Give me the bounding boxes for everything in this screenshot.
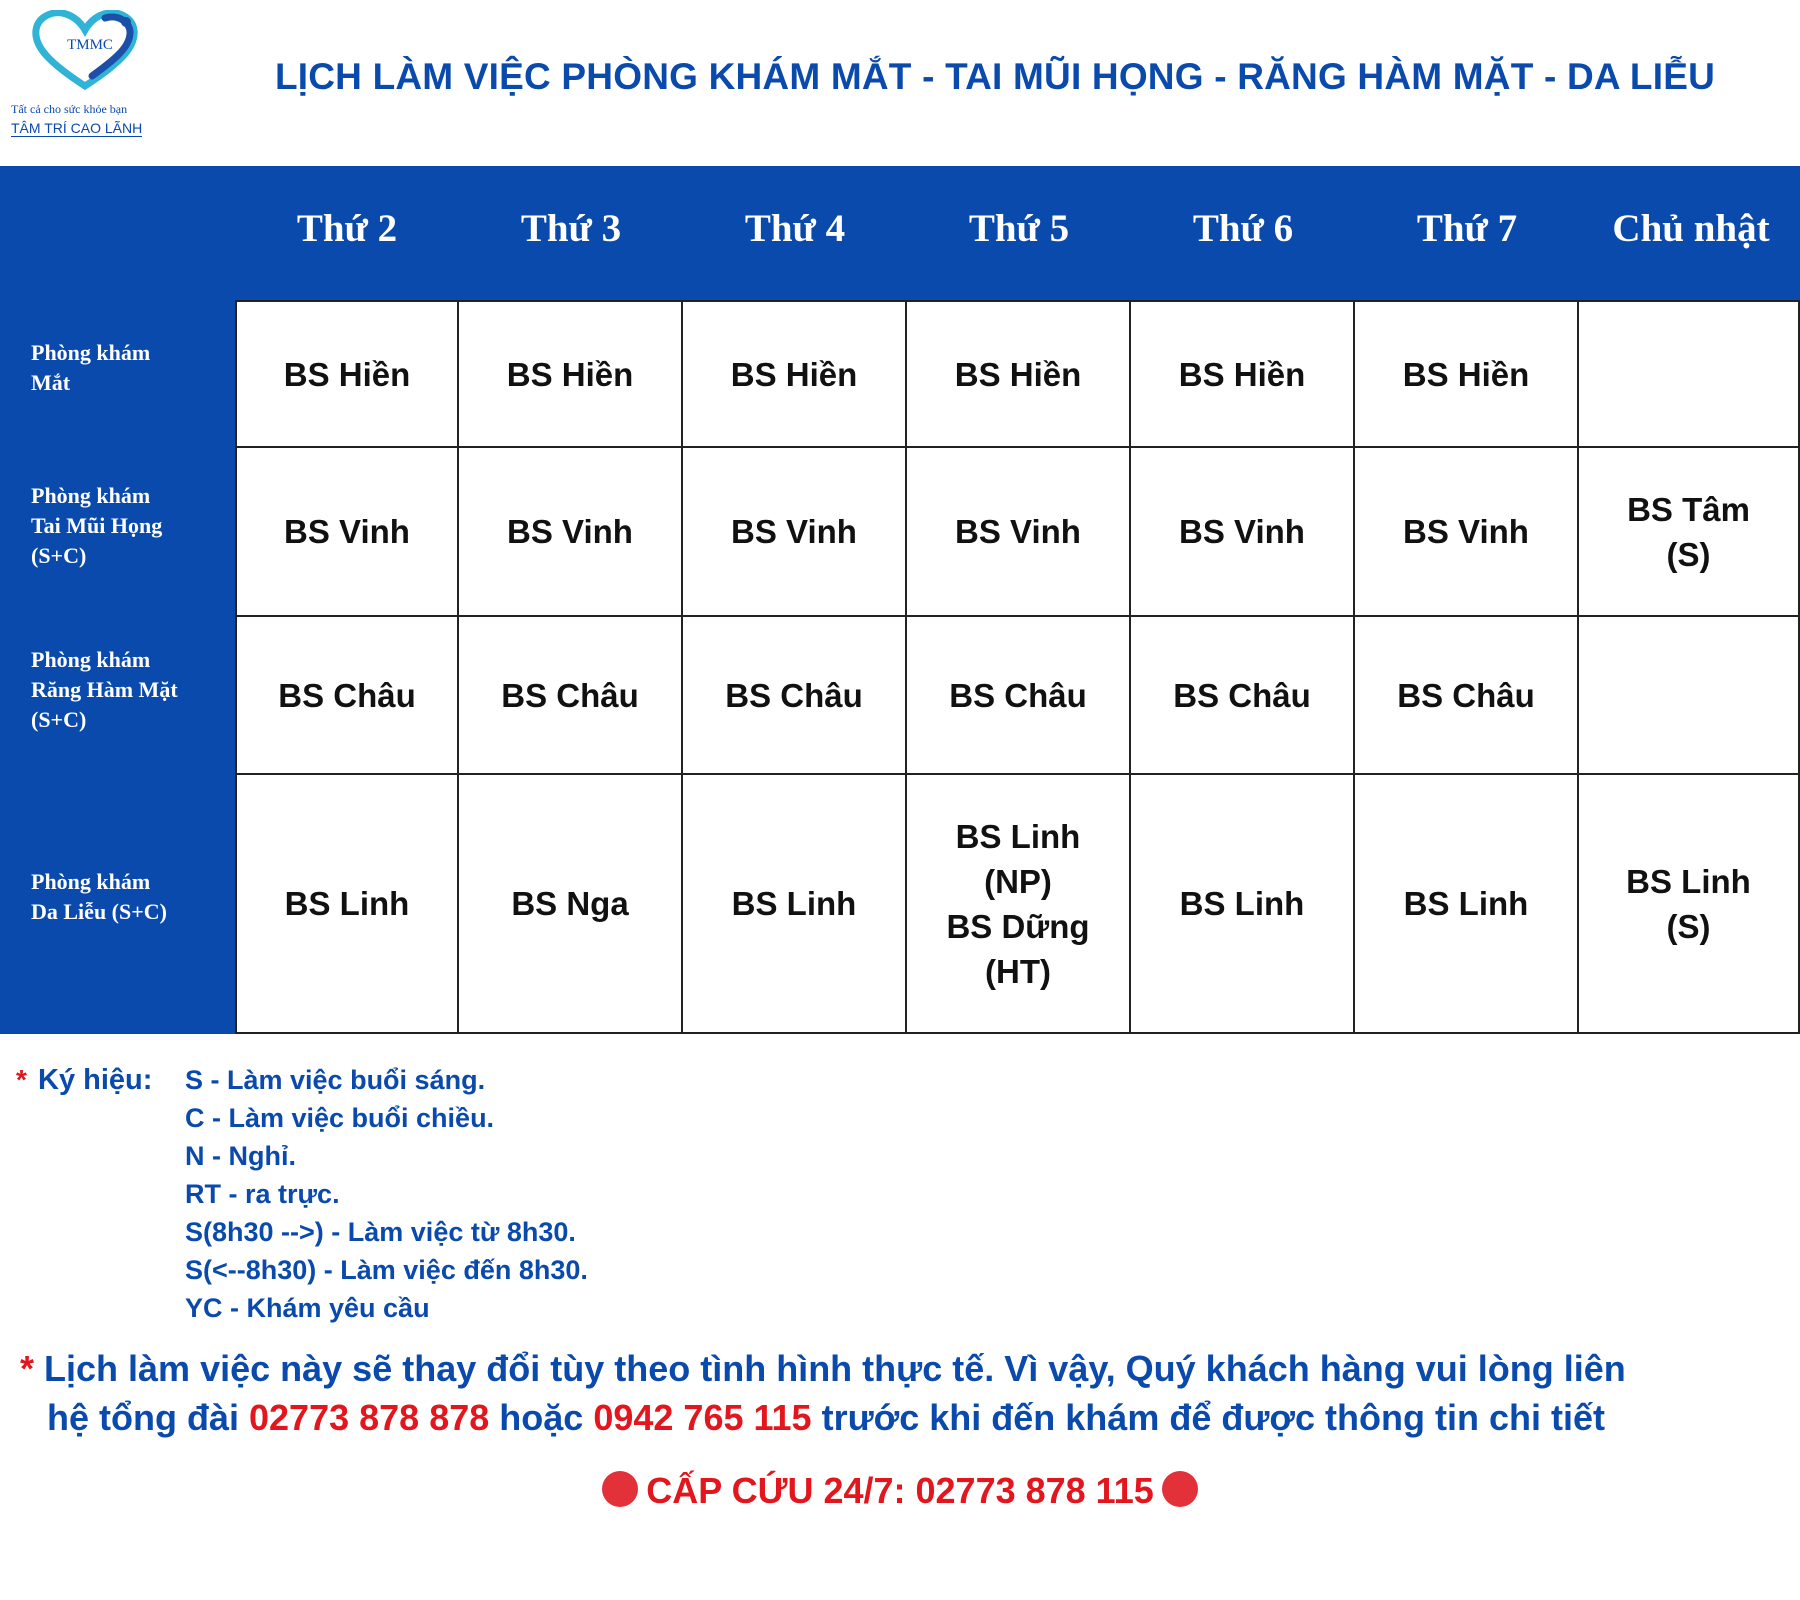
schedule-cell xyxy=(1131,300,1355,448)
emergency-banner xyxy=(0,1470,1800,1512)
logo-tagline: Tất cả cho sức khỏe bạn xyxy=(11,102,128,116)
logo-abbreviation: TMMC xyxy=(67,37,113,53)
legend-title: Ký hiệu: xyxy=(38,1064,153,1096)
schedule-cell xyxy=(1579,300,1800,448)
schedule-cell xyxy=(459,448,683,617)
doctor-name: (HT) xyxy=(985,952,1051,990)
schedule-cell xyxy=(1131,775,1355,1034)
doctor-name: BS Linh xyxy=(1179,885,1305,922)
doctor-name: BS Châu xyxy=(278,676,416,714)
doctor-name: (S) xyxy=(1666,535,1711,573)
schedule-cell xyxy=(1579,617,1800,775)
schedule-notice xyxy=(20,1344,1790,1442)
doctor-name: BS Châu xyxy=(1173,676,1311,714)
doctor-name: BS Vinh xyxy=(1179,513,1305,550)
room-label-dental: Phòng khám Răng Hàm Mặt (S+C) xyxy=(31,647,178,732)
schedule-cell xyxy=(907,775,1131,1034)
legend-item: S - Làm việc buổi sáng. xyxy=(185,1065,486,1095)
schedule-cell xyxy=(235,300,459,448)
doctor-name: BS Châu xyxy=(1397,676,1535,714)
day-header-sat: Thứ 7 xyxy=(1416,207,1518,250)
doctor-name: (NP) xyxy=(984,862,1052,900)
doctor-name: BS Nga xyxy=(511,885,629,922)
schedule-cell xyxy=(459,775,683,1034)
doctor-name: BS Linh xyxy=(1403,885,1529,922)
day-header-wed: Thứ 4 xyxy=(744,207,846,250)
notice-line-1: Lịch làm việc này sẽ thay đổi tùy theo tình hình thực tế. Vì vậy, Quý khách hàng vui lòng liên xyxy=(44,1348,1626,1389)
schedule-cell xyxy=(907,300,1131,448)
emergency-text[interactable]: CẤP CỨU 24/7: 02773 878 115 xyxy=(646,1470,1154,1511)
doctor-name: BS Linh xyxy=(284,885,410,922)
doctor-name: BS Châu xyxy=(501,676,639,714)
page-title: LỊCH LÀM VIỆC PHÒNG KHÁM MẮT - TAI MŨI HỌNG - RĂNG HÀM MẶT - DA LIỄU xyxy=(274,56,1716,97)
doctor-name: BS Hiền xyxy=(730,355,858,393)
day-header-fri: Thứ 6 xyxy=(1192,207,1294,250)
doctor-name: BS Vinh xyxy=(284,513,410,550)
schedule-cell xyxy=(1355,775,1579,1034)
schedule-cell xyxy=(683,617,907,775)
legend-item: S(8h30 -->) - Làm việc từ 8h30. xyxy=(185,1217,576,1247)
doctor-name: BS Linh xyxy=(1626,862,1751,900)
doctor-name: BS Hiền xyxy=(1402,355,1530,393)
room-label-eye: Phòng khám Mắt xyxy=(31,340,151,395)
schedule-cell xyxy=(1579,775,1800,1034)
day-header-sun: Chủ nhật xyxy=(1612,207,1770,250)
doctor-name: BS Vinh xyxy=(1403,513,1529,550)
schedule-table xyxy=(0,166,1800,1034)
doctor-name: BS Vinh xyxy=(955,513,1081,550)
legend-star: * xyxy=(16,1064,27,1095)
legend-item: C - Làm việc buổi chiều. xyxy=(185,1103,495,1133)
doctor-name: BS Hiền xyxy=(506,355,634,393)
legend-item: N - Nghỉ. xyxy=(185,1141,296,1171)
day-header-tue: Thứ 3 xyxy=(520,207,622,250)
legend-list xyxy=(185,1061,588,1327)
doctor-name: BS Linh xyxy=(731,885,857,922)
schedule-cell xyxy=(459,617,683,775)
logo-hospital-name: TÂM TRÍ CAO LÃNH xyxy=(11,120,143,136)
clinic-logo xyxy=(8,10,158,142)
legend-item: S(<--8h30) - Làm việc đến 8h30. xyxy=(185,1255,588,1285)
legend-item: RT - ra trực. xyxy=(185,1179,340,1209)
schedule-cell xyxy=(683,775,907,1034)
doctor-name: BS Dững xyxy=(946,907,1090,945)
schedule-cell xyxy=(235,448,459,617)
schedule-cell xyxy=(683,448,907,617)
doctor-name: BS Hiền xyxy=(283,355,411,393)
doctor-name: (S) xyxy=(1666,907,1711,945)
schedule-grid xyxy=(235,300,1800,1034)
doctor-name: BS Châu xyxy=(949,676,1087,714)
doctor-name: BS Tâm xyxy=(1627,490,1750,528)
day-header-mon: Thứ 2 xyxy=(296,207,398,250)
schedule-cell xyxy=(1355,448,1579,617)
hotline-phone[interactable]: 02773 878 878 xyxy=(249,1397,490,1438)
red-dot-icon xyxy=(1162,1471,1198,1507)
red-dot-icon xyxy=(602,1471,638,1507)
doctor-name: BS Hiền xyxy=(954,355,1082,393)
schedule-cell xyxy=(459,300,683,448)
schedule-cell xyxy=(907,448,1131,617)
doctor-name: BS Hiền xyxy=(1178,355,1306,393)
schedule-cell xyxy=(1579,448,1800,617)
schedule-cell xyxy=(1131,617,1355,775)
schedule-cell xyxy=(1355,300,1579,448)
schedule-cell xyxy=(683,300,907,448)
doctor-name: BS Vinh xyxy=(731,513,857,550)
schedule-cell xyxy=(1355,617,1579,775)
schedule-cell xyxy=(235,617,459,775)
doctor-name: BS Vinh xyxy=(507,513,633,550)
room-label-ent: Phòng khám Tai Mũi Họng (S+C) xyxy=(31,483,163,568)
mobile-phone[interactable]: 0942 765 115 xyxy=(593,1397,812,1438)
day-header-thu: Thứ 5 xyxy=(968,207,1070,250)
schedule-cell xyxy=(907,617,1131,775)
schedule-cell xyxy=(1131,448,1355,617)
schedule-cell xyxy=(235,775,459,1034)
doctor-name: BS Châu xyxy=(725,676,863,714)
doctor-name: BS Linh xyxy=(955,817,1081,855)
notice-star: * xyxy=(20,1348,35,1389)
notice-line-2: hệ tổng đài 02773 878 878 hoặc 0942 765 115 trước khi đến khám để được thông tin chi tiết xyxy=(47,1397,1605,1438)
legend-item: YC - Khám yêu cầu xyxy=(185,1293,430,1323)
room-label-derma: Phòng khám Da Liễu (S+C) xyxy=(31,869,167,924)
